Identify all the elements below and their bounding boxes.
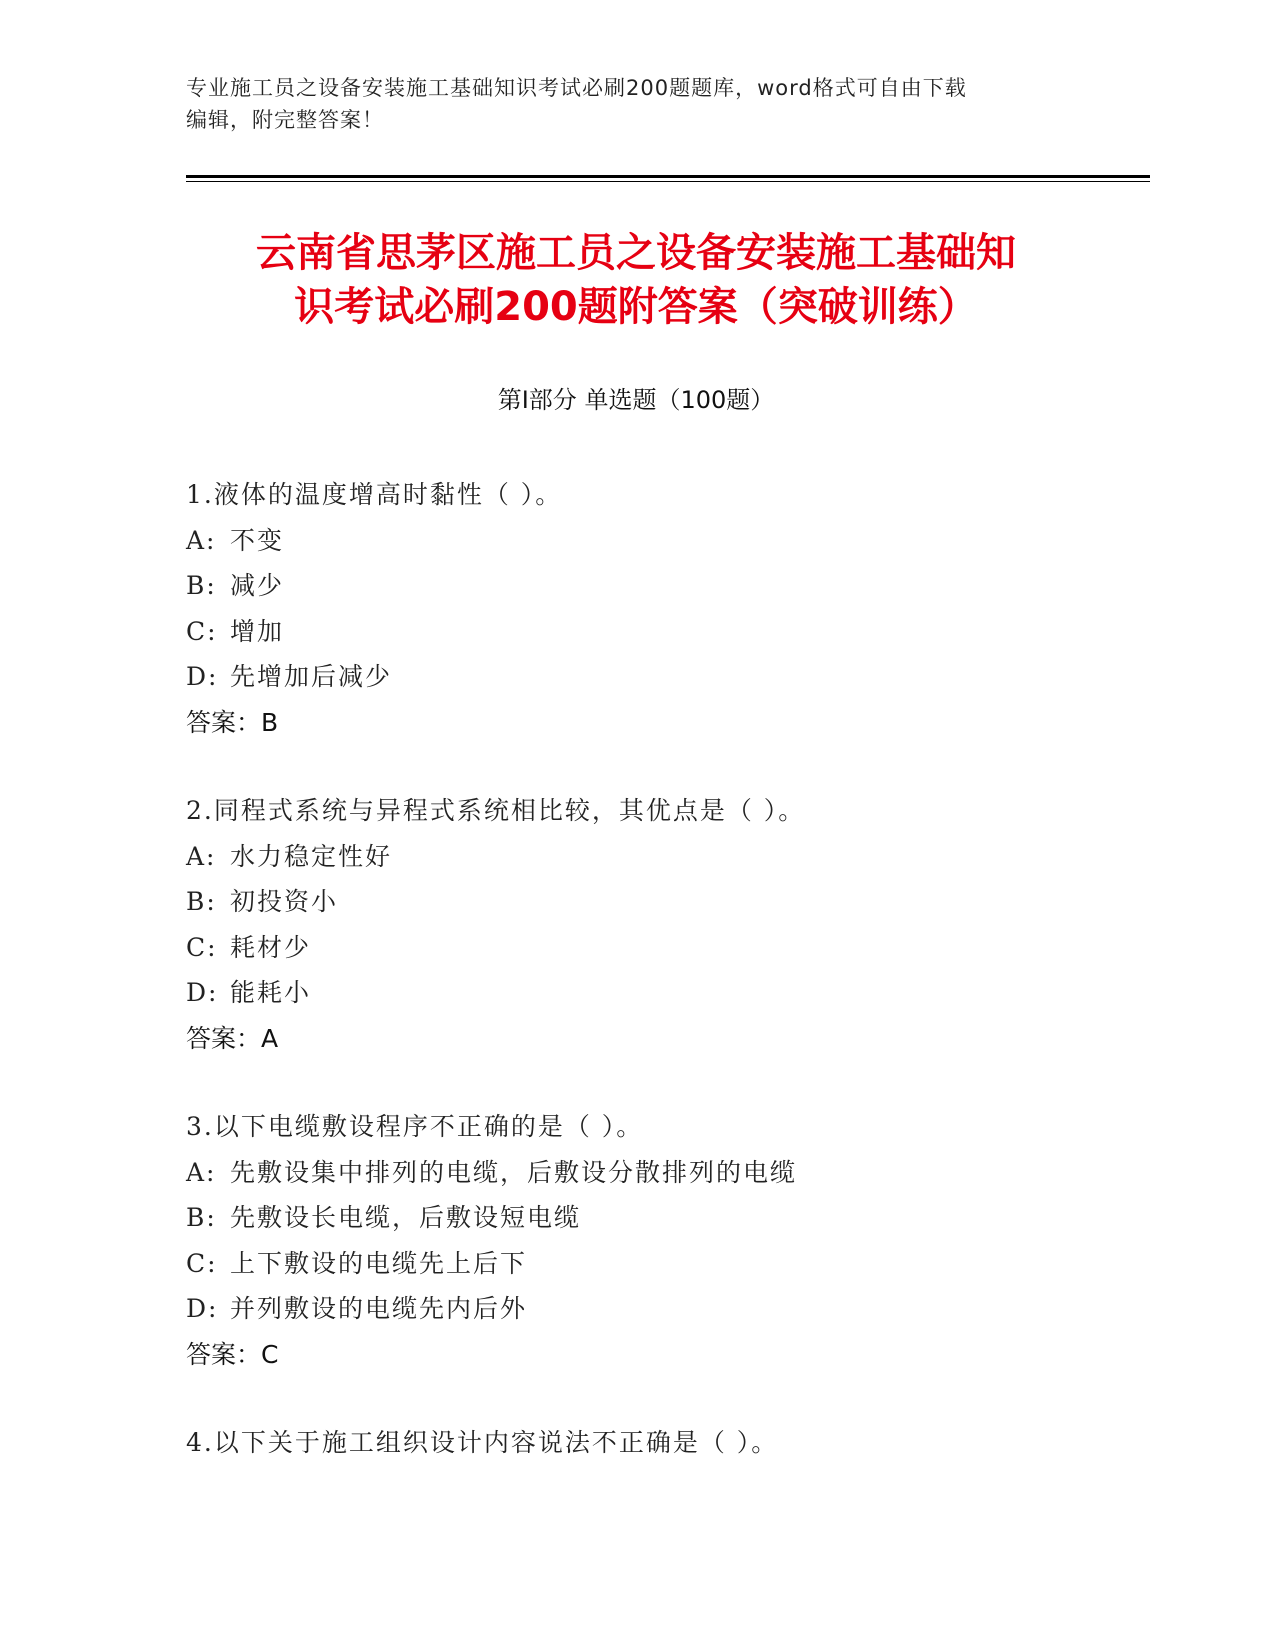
answer-label: 答案： (186, 1339, 262, 1369)
document-header-note (186, 72, 1066, 136)
option-text: 先增加后减少 (230, 662, 393, 691)
header-note-line-1: 专业施工员之设备安装施工基础知识考试必刷200题题库，word格式可自由下载 (186, 76, 967, 100)
option-text: 水力稳定性好 (230, 841, 393, 871)
answer-line (186, 1016, 1146, 1062)
option-d (186, 1286, 1146, 1332)
option-d (186, 970, 1146, 1016)
question-stem: 1.液体的温度增高时黏性（ ）。 (186, 480, 563, 509)
answer-label: 答案： (186, 1023, 262, 1053)
option-text: 不变 (230, 525, 285, 555)
option-text: 并列敷设的电缆先内后外 (230, 1294, 528, 1323)
answer-value: A (261, 1023, 279, 1053)
title-line-2: 识考试必刷200题附答案（突破训练） (294, 284, 978, 330)
option-key: C: (186, 616, 218, 646)
option-a (186, 518, 1146, 564)
option-key: B: (186, 1203, 217, 1232)
title-line-1: 云南省思茅区施工员之设备安装施工基础知 (256, 230, 1016, 276)
option-key: C: (186, 932, 218, 962)
option-text: 先敷设长电缆，后敷设短电缆 (230, 1203, 582, 1232)
option-key: A: (186, 841, 217, 871)
answer-label: 答案： (186, 707, 262, 737)
option-c (186, 609, 1146, 655)
answer-value: C (261, 1339, 279, 1369)
option-b (186, 1195, 1146, 1241)
option-a (186, 1150, 1146, 1196)
option-key: D: (186, 978, 219, 1007)
option-text: 先敷设集中排列的电缆，后敷设分散排列的电缆 (230, 1157, 798, 1187)
document-title (186, 226, 1086, 334)
option-key: D: (186, 662, 219, 691)
section-heading: 第Ⅰ部分 单选题（100题） (497, 386, 775, 414)
option-b (186, 879, 1146, 925)
option-d (186, 654, 1146, 700)
question-stem: 4.以下关于施工组织设计内容说法不正确是（ ）。 (186, 1428, 779, 1457)
question-4 (186, 1420, 1146, 1466)
answer-line (186, 700, 1146, 746)
option-text: 上下敷设的电缆先上后下 (230, 1248, 528, 1278)
question-stem: 3.以下电缆敷设程序不正确的是（ ）。 (186, 1112, 644, 1141)
option-c (186, 925, 1146, 971)
option-key: C: (186, 1248, 218, 1278)
question-2 (186, 788, 1146, 1061)
question-1 (186, 472, 1146, 745)
answer-line (186, 1332, 1146, 1378)
option-key: A: (186, 525, 217, 555)
option-key: B: (186, 571, 217, 600)
option-a (186, 834, 1146, 880)
option-text: 减少 (230, 571, 285, 600)
option-text: 能耗小 (230, 978, 312, 1007)
answer-value: B (261, 707, 279, 737)
option-key: A: (186, 1157, 217, 1187)
header-note-line-2: 编辑，附完整答案！ (186, 108, 384, 132)
option-text: 耗材少 (230, 932, 312, 962)
question-3 (186, 1104, 1146, 1377)
option-b (186, 563, 1146, 609)
header-divider-thick (186, 175, 1150, 178)
option-text: 增加 (230, 616, 285, 646)
option-key: D: (186, 1294, 219, 1323)
question-list (186, 472, 1146, 1509)
question-stem: 2.同程式系统与异程式系统相比较，其优点是（ ）。 (186, 796, 806, 825)
header-divider-thin (186, 181, 1150, 182)
option-key: B: (186, 887, 217, 916)
option-c (186, 1241, 1146, 1287)
option-text: 初投资小 (230, 887, 339, 916)
